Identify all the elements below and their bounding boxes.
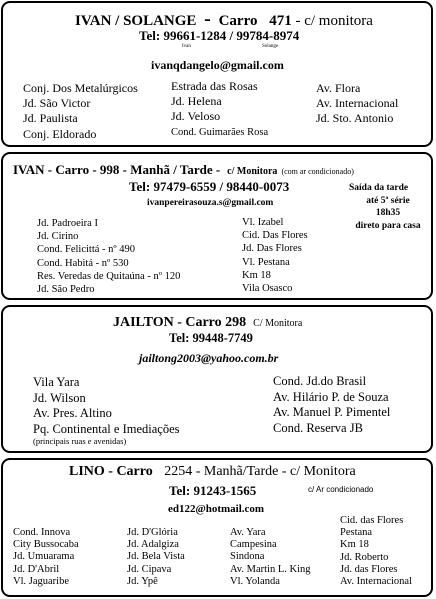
neighborhood-item: Av. Martin L. King: [230, 563, 311, 575]
car-label: Carro: [218, 13, 258, 29]
neighborhood-item: Cid. Das Flores: [242, 230, 308, 242]
neighborhood-item: Vl. Pestana: [242, 256, 290, 268]
monitor-note: - c/ monitora: [295, 13, 373, 29]
neighborhood-item: Pq. Continental e Imediações: [33, 421, 180, 436]
route-title: JAILTON - Carro 298: [113, 315, 247, 330]
card-title: [75, 9, 373, 29]
neighborhood-item: Av. Internacional: [340, 576, 413, 588]
card-lino: [1, 458, 433, 597]
neighborhood-column-3: [230, 527, 311, 588]
phone-line: Tel: 99448-7749: [169, 331, 253, 345]
neighborhood-column-2: [242, 216, 308, 295]
neighborhood-item: Km 18: [340, 539, 369, 551]
title-dash: -: [204, 8, 211, 30]
phone-tag-ivan: Ivan: [182, 44, 191, 49]
neighborhood-item: Av. Yara: [230, 527, 266, 538]
neighborhood-item: Cond. Habitá - nº 530: [37, 257, 129, 269]
phone-line: Tel: 99661-1284 / 99784-8974: [139, 28, 300, 43]
neighborhood-item: Vila Osasco: [242, 283, 293, 295]
phone-line: Tel: 91243-1565: [169, 483, 257, 498]
neighborhood-item: Vl. Izabel: [242, 217, 284, 228]
neighborhood-item: Conj. Dos Metalúrgicos: [23, 81, 138, 95]
neighborhood-item: Jd. Umuarama: [13, 551, 75, 563]
neighborhood-item: Cond. Jd.do Brasil: [273, 374, 367, 388]
neighborhood-item: Estrada das Rosas: [171, 79, 258, 93]
neighborhood-item: Av. Flora: [316, 81, 361, 95]
neighborhood-column-1: [33, 375, 180, 446]
neighborhood-column-2: [273, 374, 390, 436]
card-ivan-solange: [1, 1, 433, 147]
driver-names: IVAN / SOLANGE: [75, 13, 197, 29]
neighborhood-item: Av. Internacional: [316, 96, 399, 111]
neighborhood-item: Cond. Reserva JB: [273, 420, 363, 435]
neighborhood-item: Av. Hilário P. de Souza: [273, 389, 389, 404]
card-title: [113, 314, 302, 330]
email-link[interactable]: ivanqdangelo@gmail.com: [151, 58, 284, 72]
neighborhood-item: Km 18: [242, 269, 271, 281]
neighborhood-item: Jd. Roberto: [340, 551, 389, 563]
neighborhood-item: Jd. Cirino: [37, 231, 79, 243]
car-number: 471: [269, 13, 292, 29]
neighborhood-item: Cond. Innova: [13, 527, 71, 538]
neighborhood-item: Sindona: [230, 551, 265, 563]
neighborhood-column-1: [23, 81, 138, 142]
neighborhood-item-note: (principais ruas e avenidas): [33, 436, 127, 446]
phone-line: Tel: 97479-6559 / 98440-0073: [129, 179, 290, 194]
ac-note: c/ Ar condicionado: [308, 485, 374, 494]
neighborhood-item: Jd. D'Abril: [13, 563, 60, 575]
neighborhood-item: Jd. Wilson: [33, 390, 86, 405]
neighborhood-item: Jd. Veloso: [171, 109, 221, 124]
neighborhood-item: Cid. das Flores: [340, 515, 404, 526]
afternoon-schedule-note: [349, 182, 427, 232]
neighborhood-item: Jd. Sto. Antonio: [316, 111, 394, 126]
monitor-note: c/ Monitora: [227, 166, 278, 177]
route-title: IVAN - Carro - 998 - Manhã / Tarde -: [13, 162, 221, 177]
neighborhood-item: Vila Yara: [33, 375, 80, 389]
neighborhood-item: City Bussocaba: [13, 539, 79, 551]
email-link[interactable]: jailtong2003@yahoo.com.br: [139, 351, 279, 365]
neighborhood-item: Vl. Jaguaribe: [13, 575, 69, 587]
neighborhood-item: Jd. Padroeira I: [37, 218, 98, 229]
schedule-line: direto para casa: [355, 220, 421, 231]
neighborhood-column-3: [316, 81, 398, 127]
neighborhood-item: Jd. São Pedro: [37, 284, 95, 296]
route-title-b: 2254 - Manhã/Tarde - c/ Monitora: [164, 464, 356, 479]
neighborhood-item: Pestana: [340, 527, 373, 539]
neighborhood-item: Vl. Yolanda: [230, 575, 280, 587]
neighborhood-column-4: [340, 515, 412, 588]
neighborhood-item: Jd. das Flores: [340, 563, 398, 575]
monitor-note: C/ Monitora: [253, 318, 303, 329]
neighborhood-item: Jd. Paulista: [23, 111, 78, 126]
neighborhood-item: Jd. Das Flores: [242, 243, 302, 255]
neighborhood-item: Cond. Felicittá - nº 490: [37, 244, 136, 256]
card-title: [13, 162, 354, 178]
ac-note: (com ar condicionado): [281, 167, 354, 176]
neighborhood-column-1: [13, 527, 79, 588]
neighborhood-column-1: [37, 217, 180, 296]
neighborhood-column-2: [127, 527, 185, 588]
email-link[interactable]: ed122@hotmail.com: [168, 503, 265, 515]
neighborhood-item: Campesina: [230, 539, 277, 551]
schedule-line: 18h35: [375, 208, 401, 218]
neighborhood-item: Jd. Ypê: [127, 575, 158, 587]
neighborhood-item: Jd. Bela Vista: [127, 551, 185, 563]
neighborhood-column-2: [171, 79, 268, 140]
neighborhood-item: Conj. Eldorado: [23, 126, 97, 141]
neighborhood-item: Av. Pres. Altino: [33, 406, 112, 420]
card-title: [69, 465, 356, 479]
phone-tag-solange: Solange: [262, 44, 279, 49]
neighborhood-item: Cond. Guimarães Rosa: [171, 126, 269, 138]
card-jailton: [1, 305, 433, 453]
schedule-line: até 5ª série: [366, 195, 410, 206]
neighborhood-item: Av. Manuel P. Pimentel: [273, 405, 391, 419]
neighborhood-item: Jd. D'Glória: [127, 527, 178, 538]
neighborhood-item: Jd. Cipava: [127, 563, 172, 575]
neighborhood-item: Jd. Helena: [171, 94, 222, 109]
route-title-a: LINO - Carro: [69, 464, 153, 479]
neighborhood-item: Res. Veredas de Quitaúna - nº 120: [37, 270, 181, 282]
neighborhood-item: Jd. São Victor: [23, 96, 91, 111]
schedule-line: Saída da tarde: [349, 183, 409, 193]
neighborhood-item: Jd. Adalgiza: [127, 539, 179, 551]
email-link[interactable]: ivanpereirasouza.s@gmail.com: [147, 198, 274, 208]
card-ivan-998: [1, 152, 433, 300]
